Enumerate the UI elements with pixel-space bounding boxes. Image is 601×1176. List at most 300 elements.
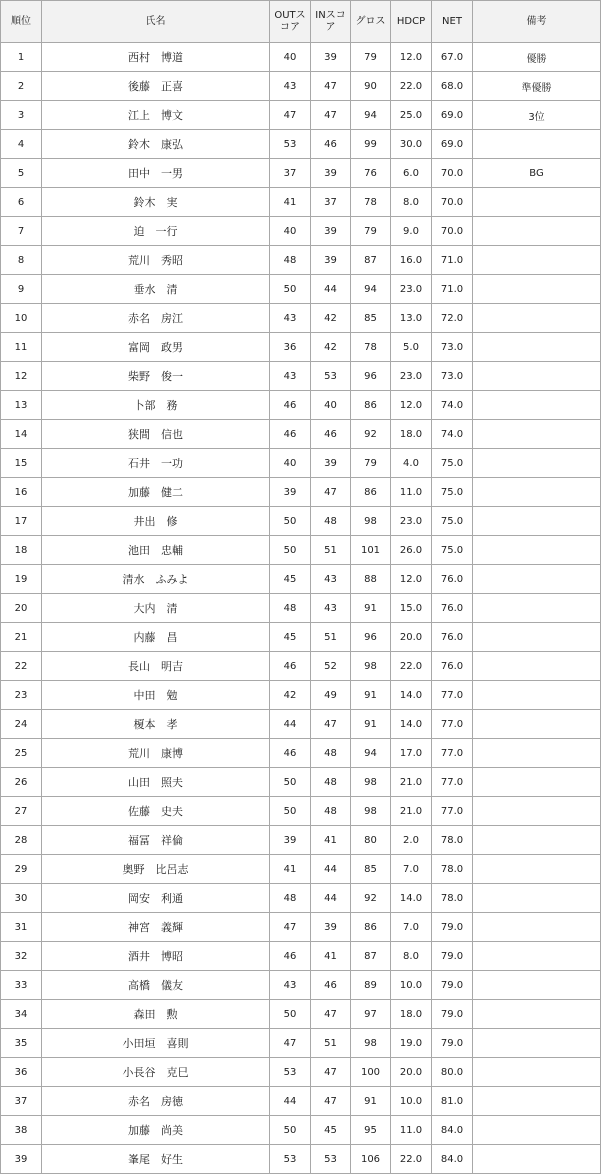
- hdcp-cell: 23.0: [391, 507, 432, 536]
- name-cell: 西村 博道: [42, 43, 270, 72]
- rank-cell: 38: [1, 1116, 42, 1145]
- gross-cell: 85: [351, 304, 391, 333]
- name-cell: 荒川 康博: [42, 739, 270, 768]
- name-cell: 井出 修: [42, 507, 270, 536]
- hdcp-cell: 8.0: [391, 188, 432, 217]
- notes-cell: [473, 507, 601, 536]
- out-score-cell: 50: [270, 1000, 311, 1029]
- in-score-cell: 51: [311, 536, 351, 565]
- gross-cell: 101: [351, 536, 391, 565]
- rank-cell: 13: [1, 391, 42, 420]
- gross-cell: 85: [351, 855, 391, 884]
- out-score-cell: 40: [270, 449, 311, 478]
- table-row: [1, 1058, 601, 1087]
- name-cell: 池田 忠輔: [42, 536, 270, 565]
- table-row: [1, 1000, 601, 1029]
- rank-cell: 5: [1, 159, 42, 188]
- name-cell: 酒井 博昭: [42, 942, 270, 971]
- in-score-cell: 39: [311, 449, 351, 478]
- hdcp-cell: 12.0: [391, 391, 432, 420]
- out-score-cell: 50: [270, 507, 311, 536]
- out-score-cell: 45: [270, 623, 311, 652]
- in-score-cell: 48: [311, 768, 351, 797]
- hdcp-cell: 12.0: [391, 565, 432, 594]
- rank-cell: 17: [1, 507, 42, 536]
- notes-cell: [473, 275, 601, 304]
- name-cell: 狭間 信也: [42, 420, 270, 449]
- table-row: [1, 43, 601, 72]
- name-cell: 後藤 正喜: [42, 72, 270, 101]
- hdcp-cell: 22.0: [391, 652, 432, 681]
- rank-cell: 29: [1, 855, 42, 884]
- out-score-cell: 47: [270, 1029, 311, 1058]
- table-row: [1, 246, 601, 275]
- net-cell: 71.0: [432, 246, 473, 275]
- rank-cell: 8: [1, 246, 42, 275]
- in-score-cell: 39: [311, 159, 351, 188]
- table-row: [1, 797, 601, 826]
- gross-cell: 79: [351, 43, 391, 72]
- name-cell: 石井 一功: [42, 449, 270, 478]
- in-score-cell: 47: [311, 478, 351, 507]
- out-score-cell: 41: [270, 855, 311, 884]
- notes-cell: [473, 681, 601, 710]
- out-score-cell: 46: [270, 739, 311, 768]
- table-row: [1, 855, 601, 884]
- notes-cell: [473, 739, 601, 768]
- in-score-cell: 39: [311, 246, 351, 275]
- in-score-cell: 39: [311, 217, 351, 246]
- table-row: [1, 681, 601, 710]
- name-cell: 小長谷 克巳: [42, 1058, 270, 1087]
- rank-cell: 31: [1, 913, 42, 942]
- header-rank: 順位: [1, 1, 42, 43]
- net-cell: 79.0: [432, 913, 473, 942]
- table-row: [1, 739, 601, 768]
- gross-cell: 78: [351, 188, 391, 217]
- hdcp-cell: 14.0: [391, 884, 432, 913]
- out-score-cell: 50: [270, 536, 311, 565]
- net-cell: 77.0: [432, 768, 473, 797]
- notes-cell: [473, 652, 601, 681]
- gross-cell: 79: [351, 449, 391, 478]
- hdcp-cell: 21.0: [391, 797, 432, 826]
- in-score-cell: 48: [311, 739, 351, 768]
- header-net: NET: [432, 1, 473, 43]
- rank-cell: 11: [1, 333, 42, 362]
- hdcp-cell: 16.0: [391, 246, 432, 275]
- hdcp-cell: 17.0: [391, 739, 432, 768]
- net-cell: 77.0: [432, 710, 473, 739]
- gross-cell: 86: [351, 478, 391, 507]
- in-score-cell: 46: [311, 130, 351, 159]
- results-body: [1, 43, 601, 1174]
- net-cell: 78.0: [432, 826, 473, 855]
- in-score-cell: 39: [311, 913, 351, 942]
- out-score-cell: 53: [270, 1058, 311, 1087]
- hdcp-cell: 4.0: [391, 449, 432, 478]
- out-score-cell: 47: [270, 101, 311, 130]
- name-cell: 江上 博文: [42, 101, 270, 130]
- net-cell: 75.0: [432, 507, 473, 536]
- out-score-cell: 46: [270, 942, 311, 971]
- net-cell: 81.0: [432, 1087, 473, 1116]
- gross-cell: 106: [351, 1145, 391, 1174]
- out-score-cell: 36: [270, 333, 311, 362]
- gross-cell: 98: [351, 797, 391, 826]
- out-score-cell: 50: [270, 797, 311, 826]
- notes-cell: 準優勝: [473, 72, 601, 101]
- rank-cell: 34: [1, 1000, 42, 1029]
- hdcp-cell: 26.0: [391, 536, 432, 565]
- in-score-cell: 52: [311, 652, 351, 681]
- net-cell: 79.0: [432, 971, 473, 1000]
- in-score-cell: 53: [311, 1145, 351, 1174]
- table-row: [1, 884, 601, 913]
- notes-cell: [473, 333, 601, 362]
- table-row: [1, 420, 601, 449]
- gross-cell: 91: [351, 1087, 391, 1116]
- net-cell: 84.0: [432, 1116, 473, 1145]
- notes-cell: [473, 594, 601, 623]
- out-score-cell: 45: [270, 565, 311, 594]
- rank-cell: 24: [1, 710, 42, 739]
- net-cell: 79.0: [432, 1000, 473, 1029]
- rank-cell: 12: [1, 362, 42, 391]
- notes-cell: [473, 246, 601, 275]
- notes-cell: [473, 217, 601, 246]
- in-score-cell: 47: [311, 1087, 351, 1116]
- in-score-cell: 43: [311, 565, 351, 594]
- name-cell: 赤名 房江: [42, 304, 270, 333]
- notes-cell: [473, 565, 601, 594]
- net-cell: 70.0: [432, 159, 473, 188]
- hdcp-cell: 15.0: [391, 594, 432, 623]
- name-cell: 内藤 昌: [42, 623, 270, 652]
- gross-cell: 86: [351, 913, 391, 942]
- header-name: 氏名: [42, 1, 270, 43]
- gross-cell: 79: [351, 217, 391, 246]
- gross-cell: 88: [351, 565, 391, 594]
- name-cell: 清水 ふみよ: [42, 565, 270, 594]
- in-score-cell: 43: [311, 594, 351, 623]
- hdcp-cell: 20.0: [391, 623, 432, 652]
- notes-cell: [473, 1029, 601, 1058]
- gross-cell: 96: [351, 623, 391, 652]
- notes-cell: [473, 1087, 601, 1116]
- hdcp-cell: 7.0: [391, 855, 432, 884]
- net-cell: 71.0: [432, 275, 473, 304]
- notes-cell: [473, 188, 601, 217]
- hdcp-cell: 10.0: [391, 1087, 432, 1116]
- rank-cell: 36: [1, 1058, 42, 1087]
- rank-cell: 21: [1, 623, 42, 652]
- hdcp-cell: 23.0: [391, 275, 432, 304]
- name-cell: 加藤 尚美: [42, 1116, 270, 1145]
- notes-cell: [473, 362, 601, 391]
- in-score-cell: 47: [311, 1000, 351, 1029]
- in-score-cell: 47: [311, 72, 351, 101]
- hdcp-cell: 6.0: [391, 159, 432, 188]
- table-row: [1, 130, 601, 159]
- name-cell: 長山 明吉: [42, 652, 270, 681]
- in-score-cell: 40: [311, 391, 351, 420]
- in-score-cell: 39: [311, 43, 351, 72]
- hdcp-cell: 5.0: [391, 333, 432, 362]
- gross-cell: 97: [351, 1000, 391, 1029]
- hdcp-cell: 14.0: [391, 710, 432, 739]
- in-score-cell: 41: [311, 826, 351, 855]
- notes-cell: [473, 1116, 601, 1145]
- net-cell: 77.0: [432, 681, 473, 710]
- in-score-cell: 47: [311, 710, 351, 739]
- net-cell: 75.0: [432, 449, 473, 478]
- name-cell: 赤名 房徳: [42, 1087, 270, 1116]
- out-score-cell: 43: [270, 72, 311, 101]
- header-notes: 備考: [473, 1, 601, 43]
- net-cell: 76.0: [432, 623, 473, 652]
- out-score-cell: 41: [270, 188, 311, 217]
- notes-cell: [473, 130, 601, 159]
- out-score-cell: 48: [270, 246, 311, 275]
- name-cell: 柴野 俊一: [42, 362, 270, 391]
- rank-cell: 6: [1, 188, 42, 217]
- gross-cell: 87: [351, 942, 391, 971]
- net-cell: 84.0: [432, 1145, 473, 1174]
- table-row: [1, 101, 601, 130]
- header-out-score: OUTスコア: [270, 1, 311, 43]
- rank-cell: 30: [1, 884, 42, 913]
- table-row: [1, 391, 601, 420]
- net-cell: 70.0: [432, 217, 473, 246]
- out-score-cell: 46: [270, 391, 311, 420]
- table-row: [1, 536, 601, 565]
- out-score-cell: 42: [270, 681, 311, 710]
- hdcp-cell: 22.0: [391, 72, 432, 101]
- name-cell: 神宮 義輝: [42, 913, 270, 942]
- out-score-cell: 48: [270, 884, 311, 913]
- net-cell: 67.0: [432, 43, 473, 72]
- out-score-cell: 37: [270, 159, 311, 188]
- hdcp-cell: 11.0: [391, 1116, 432, 1145]
- notes-cell: 優勝: [473, 43, 601, 72]
- name-cell: 中田 勉: [42, 681, 270, 710]
- hdcp-cell: 23.0: [391, 362, 432, 391]
- net-cell: 78.0: [432, 855, 473, 884]
- net-cell: 73.0: [432, 362, 473, 391]
- gross-cell: 90: [351, 72, 391, 101]
- gross-cell: 98: [351, 1029, 391, 1058]
- rank-cell: 14: [1, 420, 42, 449]
- hdcp-cell: 25.0: [391, 101, 432, 130]
- table-row: [1, 507, 601, 536]
- in-score-cell: 48: [311, 507, 351, 536]
- notes-cell: [473, 1145, 601, 1174]
- table-row: [1, 826, 601, 855]
- hdcp-cell: 19.0: [391, 1029, 432, 1058]
- gross-cell: 86: [351, 391, 391, 420]
- notes-cell: [473, 826, 601, 855]
- hdcp-cell: 8.0: [391, 942, 432, 971]
- rank-cell: 19: [1, 565, 42, 594]
- name-cell: 迫 一行: [42, 217, 270, 246]
- table-row: [1, 217, 601, 246]
- hdcp-cell: 7.0: [391, 913, 432, 942]
- out-score-cell: 46: [270, 652, 311, 681]
- notes-cell: [473, 971, 601, 1000]
- in-score-cell: 51: [311, 1029, 351, 1058]
- name-cell: 高橋 儀友: [42, 971, 270, 1000]
- net-cell: 79.0: [432, 942, 473, 971]
- table-row: [1, 1116, 601, 1145]
- net-cell: 77.0: [432, 739, 473, 768]
- name-cell: 山田 照夫: [42, 768, 270, 797]
- notes-cell: [473, 478, 601, 507]
- net-cell: 69.0: [432, 101, 473, 130]
- in-score-cell: 44: [311, 884, 351, 913]
- table-row: [1, 623, 601, 652]
- table-row: [1, 1087, 601, 1116]
- rank-cell: 22: [1, 652, 42, 681]
- gross-cell: 98: [351, 768, 391, 797]
- gross-cell: 94: [351, 275, 391, 304]
- table-row: [1, 333, 601, 362]
- notes-cell: [473, 710, 601, 739]
- gross-cell: 89: [351, 971, 391, 1000]
- table-row: [1, 768, 601, 797]
- table-row: [1, 565, 601, 594]
- name-cell: 森田 勲: [42, 1000, 270, 1029]
- notes-cell: [473, 536, 601, 565]
- rank-cell: 20: [1, 594, 42, 623]
- rank-cell: 25: [1, 739, 42, 768]
- hdcp-cell: 9.0: [391, 217, 432, 246]
- out-score-cell: 43: [270, 362, 311, 391]
- gross-cell: 100: [351, 1058, 391, 1087]
- gross-cell: 95: [351, 1116, 391, 1145]
- rank-cell: 15: [1, 449, 42, 478]
- hdcp-cell: 14.0: [391, 681, 432, 710]
- gross-cell: 78: [351, 333, 391, 362]
- name-cell: 福冨 祥倫: [42, 826, 270, 855]
- net-cell: 70.0: [432, 188, 473, 217]
- hdcp-cell: 30.0: [391, 130, 432, 159]
- rank-cell: 7: [1, 217, 42, 246]
- net-cell: 73.0: [432, 333, 473, 362]
- out-score-cell: 50: [270, 1116, 311, 1145]
- table-row: [1, 594, 601, 623]
- out-score-cell: 50: [270, 768, 311, 797]
- rank-cell: 3: [1, 101, 42, 130]
- net-cell: 77.0: [432, 797, 473, 826]
- out-score-cell: 48: [270, 594, 311, 623]
- net-cell: 74.0: [432, 391, 473, 420]
- out-score-cell: 39: [270, 826, 311, 855]
- gross-cell: 92: [351, 420, 391, 449]
- rank-cell: 33: [1, 971, 42, 1000]
- out-score-cell: 40: [270, 217, 311, 246]
- hdcp-cell: 20.0: [391, 1058, 432, 1087]
- in-score-cell: 37: [311, 188, 351, 217]
- gross-cell: 94: [351, 739, 391, 768]
- table-row: [1, 362, 601, 391]
- in-score-cell: 46: [311, 971, 351, 1000]
- hdcp-cell: 13.0: [391, 304, 432, 333]
- in-score-cell: 48: [311, 797, 351, 826]
- net-cell: 74.0: [432, 420, 473, 449]
- rank-cell: 2: [1, 72, 42, 101]
- name-cell: 小田垣 喜則: [42, 1029, 270, 1058]
- rank-cell: 28: [1, 826, 42, 855]
- table-row: [1, 159, 601, 188]
- out-score-cell: 44: [270, 1087, 311, 1116]
- in-score-cell: 44: [311, 275, 351, 304]
- name-cell: 鈴木 康弘: [42, 130, 270, 159]
- table-row: [1, 449, 601, 478]
- in-score-cell: 42: [311, 333, 351, 362]
- out-score-cell: 44: [270, 710, 311, 739]
- hdcp-cell: 18.0: [391, 1000, 432, 1029]
- notes-cell: [473, 420, 601, 449]
- notes-cell: [473, 304, 601, 333]
- header-row: [1, 1, 601, 43]
- gross-cell: 96: [351, 362, 391, 391]
- rank-cell: 23: [1, 681, 42, 710]
- out-score-cell: 53: [270, 130, 311, 159]
- header-gross: グロス: [351, 1, 391, 43]
- rank-cell: 9: [1, 275, 42, 304]
- net-cell: 69.0: [432, 130, 473, 159]
- in-score-cell: 49: [311, 681, 351, 710]
- notes-cell: BG: [473, 159, 601, 188]
- in-score-cell: 51: [311, 623, 351, 652]
- gross-cell: 91: [351, 681, 391, 710]
- table-row: [1, 72, 601, 101]
- net-cell: 75.0: [432, 536, 473, 565]
- rank-cell: 10: [1, 304, 42, 333]
- net-cell: 76.0: [432, 594, 473, 623]
- in-score-cell: 41: [311, 942, 351, 971]
- header-in-score: INスコア: [311, 1, 351, 43]
- in-score-cell: 45: [311, 1116, 351, 1145]
- hdcp-cell: 10.0: [391, 971, 432, 1000]
- rank-cell: 27: [1, 797, 42, 826]
- hdcp-cell: 22.0: [391, 1145, 432, 1174]
- name-cell: 鈴木 実: [42, 188, 270, 217]
- gross-cell: 99: [351, 130, 391, 159]
- in-score-cell: 47: [311, 1058, 351, 1087]
- rank-cell: 37: [1, 1087, 42, 1116]
- in-score-cell: 47: [311, 101, 351, 130]
- name-cell: 垂水 清: [42, 275, 270, 304]
- name-cell: 富岡 政男: [42, 333, 270, 362]
- out-score-cell: 47: [270, 913, 311, 942]
- in-score-cell: 42: [311, 304, 351, 333]
- net-cell: 78.0: [432, 884, 473, 913]
- rank-cell: 39: [1, 1145, 42, 1174]
- out-score-cell: 43: [270, 971, 311, 1000]
- out-score-cell: 40: [270, 43, 311, 72]
- table-row: [1, 188, 601, 217]
- rank-cell: 32: [1, 942, 42, 971]
- rank-cell: 1: [1, 43, 42, 72]
- gross-cell: 98: [351, 507, 391, 536]
- notes-cell: [473, 797, 601, 826]
- net-cell: 76.0: [432, 565, 473, 594]
- name-cell: 加藤 健二: [42, 478, 270, 507]
- rank-cell: 26: [1, 768, 42, 797]
- out-score-cell: 43: [270, 304, 311, 333]
